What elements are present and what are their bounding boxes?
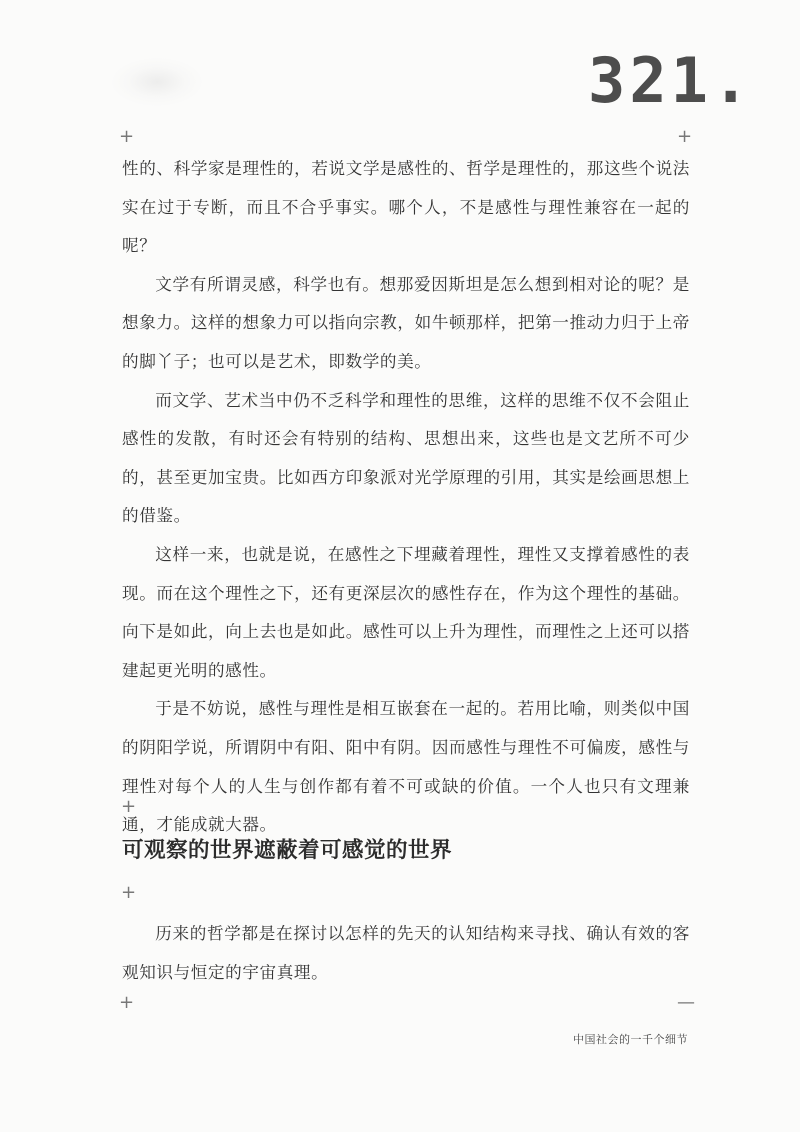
crop-mark-bottom-left: + xyxy=(119,992,135,1013)
crop-mark-top-left: + xyxy=(119,126,135,147)
crop-mark-bottom-right: — xyxy=(677,992,695,1013)
crop-mark-mid: + xyxy=(121,796,137,817)
paragraph: 而文学、艺术当中仍不乏科学和理性的思维，这样的思维不仅不会阻止感性的发散，有时还会有特别的结构、思想出来，这些也是文艺所不可少的，甚至更加宝贵。比如西方印象派对光学原理的引用，其实是绘画思想上的借鉴。 xyxy=(122,390,690,526)
section-title: 可观察的世界遮蔽着可感觉的世界 xyxy=(122,838,453,863)
paragraph: 于是不妨说，感性与理性是相互嵌套在一起的。若用比喻，则类似中国的阴阳学说，所谓阴中有阳、阳中有阴。因而感性与理性不可偏废，感性与理性对每个人的人生与创作都有着不可或缺的价值。一个人也只有文理兼通，才能成就大器。 xyxy=(122,699,690,835)
paragraph: 历来的哲学都是在探讨以怎样的先天的认知结构来寻找、确认有效的客观知识与恒定的宇宙真理。 xyxy=(122,924,690,982)
section-body-text xyxy=(122,915,690,992)
body-text xyxy=(122,150,690,845)
paragraph: 这样一来，也就是说，在感性之下埋藏着理性，理性又支撑着感性的表现。而在这个理性之下，还有更深层次的感性存在，作为这个理性的基础。向下是如此，向上去也是如此。感性可以上升为理性，而理性之上还可以搭建起更光明的感性。 xyxy=(122,544,690,680)
crop-mark-top-right: + xyxy=(677,126,693,147)
crop-mark-section: + xyxy=(121,882,137,903)
page-number: 321. xyxy=(588,44,754,117)
scan-smudge xyxy=(112,58,202,106)
paragraph: 性的、科学家是理性的，若说文学是感性的、哲学是理性的，那这些个说法实在过于专断，而且不合乎事实。哪个人，不是感性与理性兼容在一起的呢？ xyxy=(122,159,690,256)
paragraph: 文学有所谓灵感，科学也有。想那爱因斯坦是怎么想到相对论的呢？是想象力。这样的想象力可以指向宗教，如牛顿那样，把第一推动力归于上帝的脚丫子；也可以是艺术，即数学的美。 xyxy=(122,274,690,371)
running-footer: 中国社会的一千个细节 xyxy=(573,1033,688,1046)
